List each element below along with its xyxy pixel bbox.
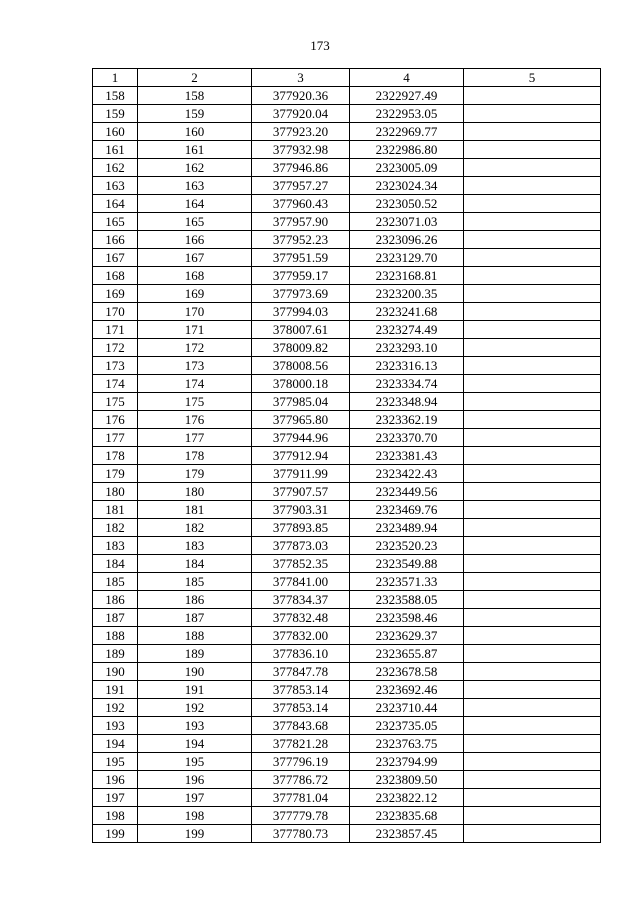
- table-cell: [464, 231, 601, 249]
- table-cell: 172: [138, 339, 252, 357]
- table-row: [93, 231, 601, 249]
- table-cell: 377832.00: [252, 627, 350, 645]
- table-cell: 377853.14: [252, 699, 350, 717]
- table-cell: 168: [138, 267, 252, 285]
- table-cell: 377957.90: [252, 213, 350, 231]
- table-cell: 377973.69: [252, 285, 350, 303]
- table-row: [93, 393, 601, 411]
- table-cell: 195: [138, 753, 252, 771]
- table-row: [93, 213, 601, 231]
- table-cell: 197: [93, 789, 138, 807]
- table-cell: 177: [138, 429, 252, 447]
- table-cell: [464, 645, 601, 663]
- table-cell: 378000.18: [252, 375, 350, 393]
- table-cell: 189: [138, 645, 252, 663]
- table-cell: 192: [138, 699, 252, 717]
- table-cell: 377780.73: [252, 825, 350, 843]
- table-cell: 171: [138, 321, 252, 339]
- table-cell: 181: [138, 501, 252, 519]
- table-cell: 174: [138, 375, 252, 393]
- table-cell: 174: [93, 375, 138, 393]
- table-cell: [464, 195, 601, 213]
- table-row: [93, 249, 601, 267]
- table-cell: [464, 159, 601, 177]
- table-cell: 2322969.77: [350, 123, 464, 141]
- table-cell: 2323348.94: [350, 393, 464, 411]
- table-cell: 198: [93, 807, 138, 825]
- table-row: [93, 537, 601, 555]
- column-header: 1: [93, 69, 138, 87]
- table-cell: [464, 483, 601, 501]
- table-cell: 377893.85: [252, 519, 350, 537]
- table-cell: 2323571.33: [350, 573, 464, 591]
- table-cell: 377911.99: [252, 465, 350, 483]
- table-cell: 2323629.37: [350, 627, 464, 645]
- table-cell: 2322927.49: [350, 87, 464, 105]
- column-header: 4: [350, 69, 464, 87]
- table-row: [93, 609, 601, 627]
- table-cell: 378009.82: [252, 339, 350, 357]
- table-cell: [464, 735, 601, 753]
- table-cell: 193: [138, 717, 252, 735]
- table-cell: [464, 663, 601, 681]
- table-cell: 377985.04: [252, 393, 350, 411]
- table-cell: 175: [93, 393, 138, 411]
- table-cell: 377944.96: [252, 429, 350, 447]
- table-row: [93, 447, 601, 465]
- table-cell: 377779.78: [252, 807, 350, 825]
- table-cell: [464, 339, 601, 357]
- table-cell: 2323822.12: [350, 789, 464, 807]
- table-cell: 170: [138, 303, 252, 321]
- table-row: [93, 555, 601, 573]
- table-cell: 182: [138, 519, 252, 537]
- table-cell: [464, 681, 601, 699]
- table-row: [93, 519, 601, 537]
- table-cell: 2323071.03: [350, 213, 464, 231]
- table-cell: [464, 627, 601, 645]
- table-cell: 191: [138, 681, 252, 699]
- table-row: [93, 141, 601, 159]
- table-cell: [464, 789, 601, 807]
- table-cell: 2323005.09: [350, 159, 464, 177]
- table-cell: 2323469.76: [350, 501, 464, 519]
- table-cell: 2323293.10: [350, 339, 464, 357]
- table-cell: 166: [138, 231, 252, 249]
- table-cell: 2323588.05: [350, 591, 464, 609]
- table-cell: 169: [138, 285, 252, 303]
- table-cell: [464, 573, 601, 591]
- table-cell: 2323168.81: [350, 267, 464, 285]
- table-cell: 176: [138, 411, 252, 429]
- table-cell: 377920.36: [252, 87, 350, 105]
- table-cell: 377957.27: [252, 177, 350, 195]
- table-cell: [464, 357, 601, 375]
- table-cell: 162: [138, 159, 252, 177]
- table-cell: 173: [138, 357, 252, 375]
- table-row: [93, 573, 601, 591]
- table-cell: 2323381.43: [350, 447, 464, 465]
- table-cell: 199: [93, 825, 138, 843]
- table-cell: [464, 177, 601, 195]
- table-cell: 178: [138, 447, 252, 465]
- table-cell: 377951.59: [252, 249, 350, 267]
- table-cell: 164: [93, 195, 138, 213]
- table-cell: 160: [138, 123, 252, 141]
- table-cell: 2323316.13: [350, 357, 464, 375]
- table-cell: 377952.23: [252, 231, 350, 249]
- table-cell: 377836.10: [252, 645, 350, 663]
- table-row: [93, 825, 601, 843]
- table-cell: 195: [93, 753, 138, 771]
- table-cell: 2323735.05: [350, 717, 464, 735]
- table-row: [93, 663, 601, 681]
- table-cell: [464, 537, 601, 555]
- table-cell: 2323692.46: [350, 681, 464, 699]
- table-cell: 186: [138, 591, 252, 609]
- table-cell: 159: [138, 105, 252, 123]
- table-row: [93, 87, 601, 105]
- table-row: [93, 195, 601, 213]
- table-cell: 2323655.87: [350, 645, 464, 663]
- table-cell: 377920.04: [252, 105, 350, 123]
- table-cell: 178: [93, 447, 138, 465]
- table-cell: 377796.19: [252, 753, 350, 771]
- table-cell: 377907.57: [252, 483, 350, 501]
- table-cell: 2323334.74: [350, 375, 464, 393]
- table-cell: 378007.61: [252, 321, 350, 339]
- table-cell: 188: [138, 627, 252, 645]
- table-cell: 2323241.68: [350, 303, 464, 321]
- table-cell: 186: [93, 591, 138, 609]
- table-cell: 2323598.46: [350, 609, 464, 627]
- table-cell: 377903.31: [252, 501, 350, 519]
- table-cell: 168: [93, 267, 138, 285]
- table-row: [93, 177, 601, 195]
- table-cell: 2323678.58: [350, 663, 464, 681]
- table-row: [93, 321, 601, 339]
- table-cell: 377847.78: [252, 663, 350, 681]
- table-cell: [464, 609, 601, 627]
- table-row: [93, 501, 601, 519]
- table-cell: 191: [93, 681, 138, 699]
- table-cell: 163: [138, 177, 252, 195]
- table-cell: 377852.35: [252, 555, 350, 573]
- table-cell: [464, 429, 601, 447]
- table-cell: 377853.14: [252, 681, 350, 699]
- table-cell: 197: [138, 789, 252, 807]
- table-cell: 196: [93, 771, 138, 789]
- table-cell: [464, 105, 601, 123]
- table-cell: 158: [93, 87, 138, 105]
- table-cell: 189: [93, 645, 138, 663]
- table-cell: 2323489.94: [350, 519, 464, 537]
- table-cell: 194: [138, 735, 252, 753]
- table-cell: 377965.80: [252, 411, 350, 429]
- table-cell: 198: [138, 807, 252, 825]
- table-cell: 187: [138, 609, 252, 627]
- table-cell: 164: [138, 195, 252, 213]
- table-cell: 190: [93, 663, 138, 681]
- table-cell: 378008.56: [252, 357, 350, 375]
- table-cell: [464, 285, 601, 303]
- table-cell: [464, 519, 601, 537]
- table-cell: [464, 141, 601, 159]
- table-cell: 2323520.23: [350, 537, 464, 555]
- table-cell: [464, 213, 601, 231]
- table-cell: 2323129.70: [350, 249, 464, 267]
- table-cell: 2323422.43: [350, 465, 464, 483]
- table-row: [93, 267, 601, 285]
- table-cell: 182: [93, 519, 138, 537]
- table-cell: 2323449.56: [350, 483, 464, 501]
- table-body: [93, 87, 601, 843]
- table-cell: 188: [93, 627, 138, 645]
- table-cell: 2323362.19: [350, 411, 464, 429]
- table-cell: 161: [138, 141, 252, 159]
- header-row: [93, 69, 601, 87]
- table-cell: 2322953.05: [350, 105, 464, 123]
- table-row: [93, 753, 601, 771]
- table-cell: 2322986.80: [350, 141, 464, 159]
- table-cell: 160: [93, 123, 138, 141]
- table-cell: 377946.86: [252, 159, 350, 177]
- table-row: [93, 789, 601, 807]
- table-cell: [464, 321, 601, 339]
- table-row: [93, 591, 601, 609]
- column-header: 3: [252, 69, 350, 87]
- table-cell: [464, 771, 601, 789]
- table-cell: 169: [93, 285, 138, 303]
- table-cell: 2323763.75: [350, 735, 464, 753]
- table-cell: 173: [93, 357, 138, 375]
- table-cell: [464, 807, 601, 825]
- table-cell: 167: [138, 249, 252, 267]
- table-cell: 377994.03: [252, 303, 350, 321]
- table-cell: [464, 249, 601, 267]
- table-cell: 183: [93, 537, 138, 555]
- table-cell: 2323835.68: [350, 807, 464, 825]
- table-cell: 2323794.99: [350, 753, 464, 771]
- table-cell: 2323370.70: [350, 429, 464, 447]
- table-row: [93, 465, 601, 483]
- table-cell: 185: [93, 573, 138, 591]
- table-cell: 181: [93, 501, 138, 519]
- table-row: [93, 411, 601, 429]
- table-row: [93, 699, 601, 717]
- table-cell: 185: [138, 573, 252, 591]
- table-cell: 2323200.35: [350, 285, 464, 303]
- table-cell: 183: [138, 537, 252, 555]
- table-cell: 377923.20: [252, 123, 350, 141]
- table-cell: 377912.94: [252, 447, 350, 465]
- table-cell: 2323096.26: [350, 231, 464, 249]
- table-cell: [464, 375, 601, 393]
- table-cell: 377841.00: [252, 573, 350, 591]
- table-cell: 159: [93, 105, 138, 123]
- table-row: [93, 375, 601, 393]
- table-cell: [464, 267, 601, 285]
- table-cell: 184: [138, 555, 252, 573]
- table-cell: 199: [138, 825, 252, 843]
- table-cell: 190: [138, 663, 252, 681]
- table-row: [93, 357, 601, 375]
- table-cell: [464, 87, 601, 105]
- table-cell: 377786.72: [252, 771, 350, 789]
- table-cell: 2323050.52: [350, 195, 464, 213]
- table-cell: [464, 699, 601, 717]
- table-cell: 161: [93, 141, 138, 159]
- table-cell: 175: [138, 393, 252, 411]
- table-row: [93, 681, 601, 699]
- table-cell: [464, 447, 601, 465]
- table-cell: 177: [93, 429, 138, 447]
- table-header: [93, 69, 601, 87]
- table-row: [93, 339, 601, 357]
- table-cell: 2323274.49: [350, 321, 464, 339]
- table-cell: [464, 501, 601, 519]
- table-cell: 171: [93, 321, 138, 339]
- table-row: [93, 105, 601, 123]
- table-row: [93, 123, 601, 141]
- table-row: [93, 429, 601, 447]
- table-cell: 162: [93, 159, 138, 177]
- table-cell: 194: [93, 735, 138, 753]
- table-row: [93, 627, 601, 645]
- table-cell: 2323024.34: [350, 177, 464, 195]
- table-cell: 180: [138, 483, 252, 501]
- table-cell: 377843.68: [252, 717, 350, 735]
- table-cell: [464, 717, 601, 735]
- table-cell: 377781.04: [252, 789, 350, 807]
- table-cell: 179: [93, 465, 138, 483]
- table-cell: 2323809.50: [350, 771, 464, 789]
- table-row: [93, 735, 601, 753]
- table-cell: 180: [93, 483, 138, 501]
- table-cell: [464, 465, 601, 483]
- table-row: [93, 483, 601, 501]
- table-cell: [464, 303, 601, 321]
- table-cell: 166: [93, 231, 138, 249]
- table-cell: [464, 591, 601, 609]
- table-cell: 179: [138, 465, 252, 483]
- table-cell: 377932.98: [252, 141, 350, 159]
- table-cell: [464, 411, 601, 429]
- table-cell: 377832.48: [252, 609, 350, 627]
- table-cell: 158: [138, 87, 252, 105]
- table-row: [93, 303, 601, 321]
- table-row: [93, 285, 601, 303]
- table-cell: [464, 753, 601, 771]
- table-row: [93, 159, 601, 177]
- table-cell: 176: [93, 411, 138, 429]
- table-cell: [464, 393, 601, 411]
- table-cell: [464, 825, 601, 843]
- table-cell: 193: [93, 717, 138, 735]
- table-cell: 165: [138, 213, 252, 231]
- table-cell: 2323549.88: [350, 555, 464, 573]
- table-cell: 167: [93, 249, 138, 267]
- table-row: [93, 717, 601, 735]
- page-number: 173: [310, 38, 330, 53]
- table-cell: 377959.17: [252, 267, 350, 285]
- table-row: [93, 771, 601, 789]
- table-cell: 184: [93, 555, 138, 573]
- table-cell: 377821.28: [252, 735, 350, 753]
- table-cell: 196: [138, 771, 252, 789]
- column-header: 2: [138, 69, 252, 87]
- table-row: [93, 645, 601, 663]
- table-cell: 170: [93, 303, 138, 321]
- table-cell: [464, 555, 601, 573]
- coordinates-table: [92, 68, 601, 843]
- table-cell: 377873.03: [252, 537, 350, 555]
- table-cell: 377960.43: [252, 195, 350, 213]
- table-cell: 2323857.45: [350, 825, 464, 843]
- table-cell: 192: [93, 699, 138, 717]
- table-cell: [464, 123, 601, 141]
- table-cell: 2323710.44: [350, 699, 464, 717]
- table-cell: 163: [93, 177, 138, 195]
- table-row: [93, 807, 601, 825]
- column-header: 5: [464, 69, 601, 87]
- table-cell: 172: [93, 339, 138, 357]
- table-cell: 165: [93, 213, 138, 231]
- table-cell: 377834.37: [252, 591, 350, 609]
- table-cell: 187: [93, 609, 138, 627]
